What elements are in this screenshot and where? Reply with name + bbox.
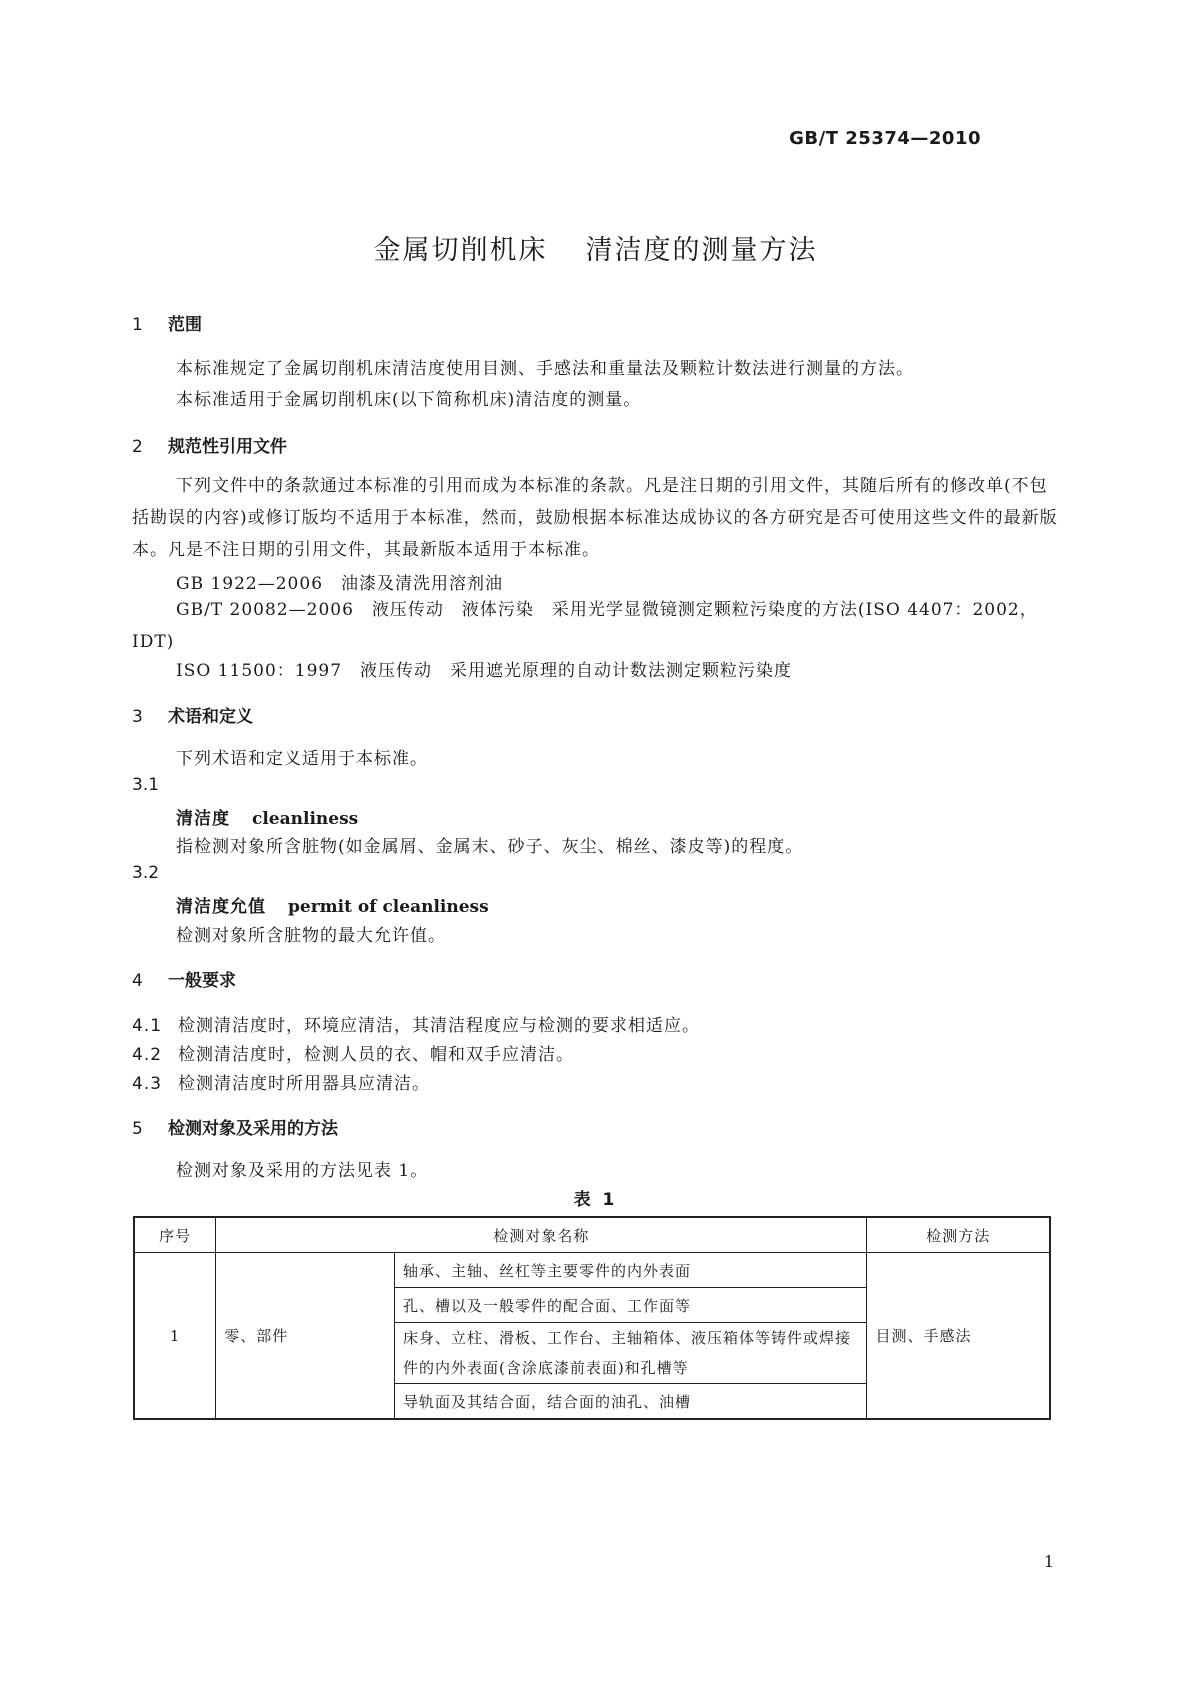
section-number: 5 bbox=[132, 1119, 143, 1139]
page-title bbox=[0, 228, 1191, 267]
section-2-heading bbox=[132, 432, 287, 457]
cell-object: 轴承、主轴、丝杠等主要零件的内外表面 bbox=[394, 1253, 867, 1288]
normative-reference: ISO 11500：1997 液压传动 采用遮光原理的自动计数法测定颗粒污染度 bbox=[176, 661, 793, 681]
term-definition: 检测对象所含脏物的最大允许值。 bbox=[176, 926, 446, 946]
header-object: 检测对象名称 bbox=[216, 1217, 867, 1253]
cell-object: 床身、立柱、滑板、工作台、主轴箱体、液压箱体等铸件或焊接件的内外表面(含涂底漆前表面)和孔槽等 bbox=[394, 1323, 867, 1384]
section-number: 4 bbox=[132, 971, 143, 991]
paragraph: 下列文件中的条款通过本标准的引用而成为本标准的条款。凡是注日期的引用文件，其随后所有的修改单(不包括勘误的内容)或修订版均不适用于本标准，然而，鼓励根据本标准达成协议的各方研究是否可使用这些文件的最新版本。凡是不注日期的引用文件，其最新版本适用于本标准。 bbox=[132, 476, 1058, 560]
normative-reference: GB 1922—2006 油漆及清洗用溶剂油 bbox=[176, 574, 504, 594]
clause bbox=[132, 1011, 700, 1036]
cell-seq: 1 bbox=[134, 1253, 216, 1420]
section-number: 3 bbox=[132, 707, 143, 727]
section-number: 1 bbox=[132, 315, 143, 335]
cell-object: 导轨面及其结合面，结合面的油孔、油槽 bbox=[394, 1384, 867, 1420]
term-definition: 指检测对象所含脏物(如金属屑、金属末、砂子、灰尘、棉丝、漆皮等)的程度。 bbox=[176, 837, 804, 857]
title-part-2: 清洁度的测量方法 bbox=[585, 235, 818, 266]
header-method: 检测方法 bbox=[867, 1217, 1050, 1253]
clause-text: 检测清洁度时所用器具应清洁。 bbox=[178, 1074, 430, 1094]
page-number: 1 bbox=[1043, 1552, 1054, 1571]
table-caption: 表 1 bbox=[573, 1190, 618, 1210]
normative-reference: GB/T 20082—2006 液压传动 液体污染 采用光学显微镜测定颗粒污染度的方法(ISO 4407：2002，IDT) bbox=[132, 600, 1038, 652]
paragraph: 本标准规定了金属切削机床清洁度使用目测、手感法和重量法及颗粒计数法进行测量的方法。 bbox=[176, 359, 914, 379]
section-number: 2 bbox=[132, 437, 143, 457]
term-heading bbox=[176, 804, 358, 829]
paragraph: 本标准适用于金属切削机床(以下简称机床)清洁度的测量。 bbox=[176, 390, 642, 410]
cell-object: 孔、槽以及一般零件的配合面、工作面等 bbox=[394, 1288, 867, 1323]
clause bbox=[132, 1040, 574, 1065]
clause-number: 4.3 bbox=[132, 1074, 163, 1094]
table-row bbox=[134, 1253, 1050, 1288]
section-title: 检测对象及采用的方法 bbox=[168, 1119, 338, 1139]
term-english: cleanliness bbox=[252, 809, 359, 829]
title-part-1: 金属切削机床 bbox=[373, 235, 548, 266]
section-3-heading bbox=[132, 702, 253, 727]
section-title: 术语和定义 bbox=[168, 707, 253, 727]
section-title: 范围 bbox=[168, 315, 202, 335]
section-title: 一般要求 bbox=[168, 971, 236, 991]
table-header-row bbox=[134, 1217, 1050, 1253]
paragraph: 检测对象及采用的方法见表 1。 bbox=[176, 1161, 429, 1181]
section-5-heading bbox=[132, 1114, 338, 1139]
term-chinese: 清洁度允值 bbox=[176, 897, 266, 917]
section-1-heading bbox=[132, 310, 202, 335]
clause-text: 检测清洁度时，环境应清洁，其清洁程度应与检测的要求相适应。 bbox=[178, 1016, 700, 1036]
cell-method: 目测、手感法 bbox=[867, 1253, 1050, 1420]
section-title: 规范性引用文件 bbox=[168, 437, 287, 457]
clause-number: 4.2 bbox=[132, 1045, 163, 1065]
paragraph: 下列术语和定义适用于本标准。 bbox=[176, 749, 428, 769]
term-english: permit of cleanliness bbox=[288, 897, 489, 917]
inspection-table bbox=[133, 1216, 1051, 1420]
term-number: 3.1 bbox=[132, 775, 160, 795]
term-number: 3.2 bbox=[132, 863, 160, 883]
clause-number: 4.1 bbox=[132, 1016, 163, 1036]
document-number: GB/T 25374—2010 bbox=[789, 128, 981, 149]
header-seq: 序号 bbox=[134, 1217, 216, 1253]
cell-category: 零、部件 bbox=[216, 1253, 395, 1420]
term-heading bbox=[176, 892, 489, 917]
clause bbox=[132, 1069, 430, 1094]
clause-text: 检测清洁度时，检测人员的衣、帽和双手应清洁。 bbox=[178, 1045, 574, 1065]
term-chinese: 清洁度 bbox=[176, 809, 230, 829]
section-4-heading bbox=[132, 966, 236, 991]
